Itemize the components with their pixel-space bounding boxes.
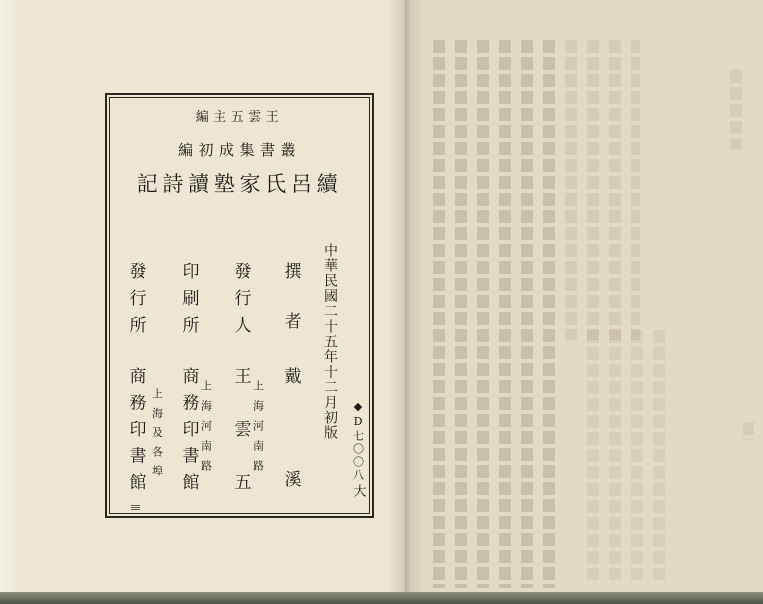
book-cover-edge (0, 592, 763, 604)
printer-label: 印刷所 (178, 261, 199, 343)
distributor-label: 發行所 (125, 261, 146, 343)
bleed-through-text (738, 422, 754, 440)
catalog-code: ◆D七〇〇八 (351, 399, 365, 482)
distributor-name: 商務印書館 (125, 366, 146, 499)
book-title: 續呂氏家塾讀詩記 (136, 172, 343, 196)
author-name: 戴溪 (280, 366, 301, 573)
author-label: 撰者 (280, 261, 301, 362)
publisher-person-name: 王雲五 (230, 366, 251, 526)
bleed-through-text (725, 70, 747, 150)
bleed-through-text (560, 40, 640, 340)
corner-mark: 大 (350, 483, 366, 497)
distributor-address: 上海及各埠 (150, 387, 164, 484)
bleed-through-text (582, 330, 670, 580)
series-title: 叢書集成初編 (177, 141, 301, 159)
printer-mark-icon (131, 505, 140, 510)
book-page-edges (0, 0, 22, 592)
bleed-through-text (428, 40, 560, 588)
book-gutter-shadow (388, 0, 424, 592)
publisher-person-label: 發行人 (230, 261, 251, 343)
printer-name: 商務印書館 (178, 366, 199, 499)
printer-address: 上海河南路 (199, 379, 213, 480)
edition-date: 中華民國二十五年十二月初版 (322, 243, 338, 441)
editor-line: 王雲五主編 (195, 110, 284, 125)
publisher-person-address: 上海河南路 (251, 379, 265, 480)
